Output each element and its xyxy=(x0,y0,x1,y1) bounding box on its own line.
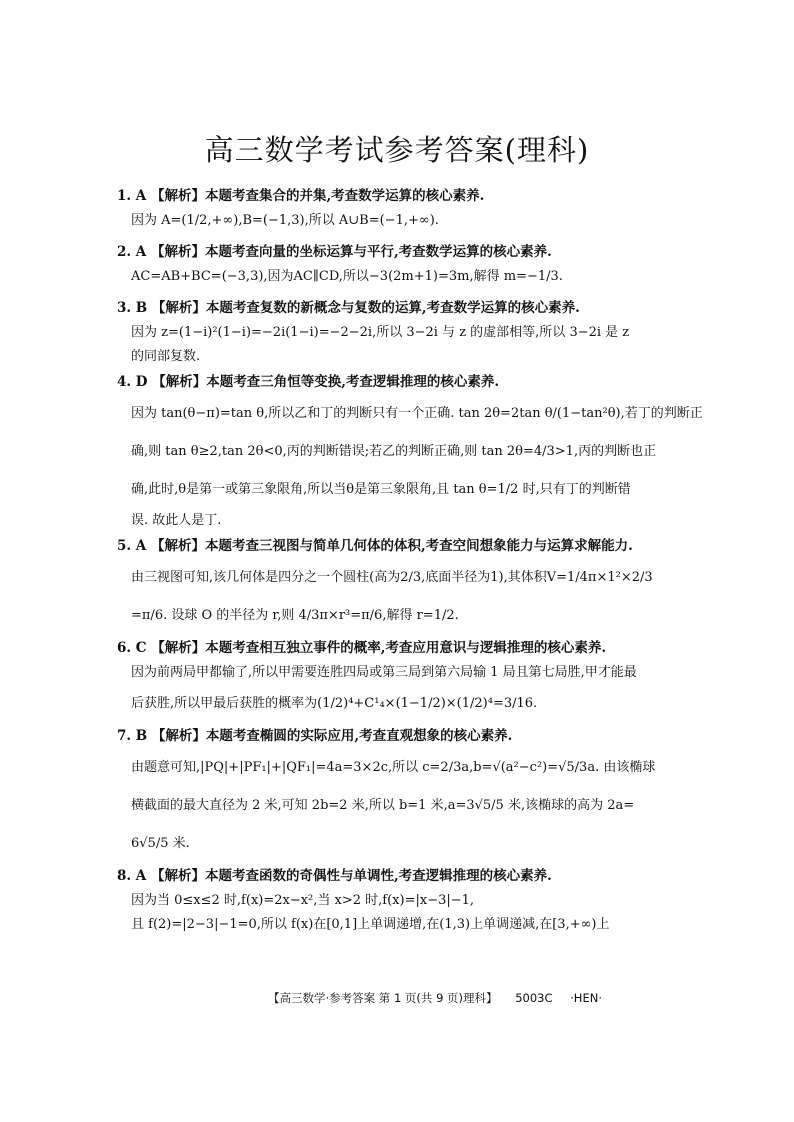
footer-tag: ·HEN· xyxy=(570,991,602,1005)
answer-1-heading: 1. A 【解析】本题考查集合的并集,考查数学运算的核心素养. xyxy=(117,188,485,204)
answer-2 xyxy=(117,239,691,289)
answer-5-line-1: 由三视图可知,该几何体是四分之一个圆柱(高为2/3,底面半径为1),其体积V=1/4π×1²×2/3 xyxy=(131,570,653,585)
answer-3-heading: 3. B 【解析】本题考查复数的新概念与复数的运算,考查数学运算的核心素养. xyxy=(117,300,580,316)
answer-3-line-2: 的同部复数. xyxy=(131,349,201,364)
answer-4-line-3: 确,此时,θ是第一或第三象限角,所以当θ是第三象限角,且 tan θ=1/2 时,只有丁的判断错 xyxy=(131,482,631,497)
answer-8-line-2: 且 f(2)=|2−3|−1=0,所以 f(x)在[0,1]上单调递增,在(1,3)上单调递减,在[3,+∞)上 xyxy=(131,917,610,932)
answer-5-heading: 5. A 【解析】本题考查三视图与简单几何体的体积,考查空间想象能力与运算求解能力. xyxy=(117,538,633,554)
answer-7-line-1: 由题意可知,|PQ|+|PF₁|+|QF₁|=4a=3×2c,所以 c=2/3a,b=√(a²−c²)=√5/3a. 由该椭球 xyxy=(131,760,656,775)
answer-6-line-2: 后获胜,所以甲最后获胜的概率为(1/2)⁴+C¹₄×(1−1/2)×(1/2)⁴=3/16. xyxy=(131,696,538,711)
answer-7-heading: 7. B 【解析】本题考查椭圆的实际应用,考查直观想象的核心素养. xyxy=(117,728,513,744)
answer-4-heading: 4. D 【解析】本题考查三角恒等变换,考查逻辑推理的核心素养. xyxy=(117,374,500,390)
footer-code: 5003C xyxy=(515,991,553,1005)
answer-2-line-1: AC=AB+BC=(−3,3),因为AC∥CD,所以−3(2m+1)=3m,解得 m=−1/3. xyxy=(131,269,563,284)
answer-1 xyxy=(117,183,691,233)
answer-6-line-1: 因为前两局甲都输了,所以甲需要连胜四局或第三局到第六局输 1 局且第七局胜,甲才能最 xyxy=(131,665,637,680)
answer-6 xyxy=(117,635,691,723)
footer-page-info: 【高三数学·参考答案 第 1 页(共 9 页)理科】 xyxy=(268,991,498,1005)
answer-7-line-3: 6√5/5 米. xyxy=(131,836,190,851)
answer-2-heading: 2. A 【解析】本题考查向量的坐标运算与平行,考查数学运算的核心素养. xyxy=(117,244,552,260)
answer-3 xyxy=(117,295,691,369)
answer-8-line-1: 因为当 0≤x≤2 时,f(x)=2x−x²,当 x>2 时,f(x)=|x−3|−1, xyxy=(131,893,475,908)
answer-4 xyxy=(117,369,703,533)
answer-5-line-2: =π/6. 设球 O 的半径为 r,则 4/3π×r³=π/6,解得 r=1/2. xyxy=(131,608,459,623)
page-footer xyxy=(268,990,616,1006)
page-title: 高三数学考试参考答案(理科) xyxy=(204,133,590,167)
answer-7 xyxy=(117,723,691,863)
answer-6-heading: 6. C 【解析】本题考查相互独立事件的概率,考查应用意识与逻辑推理的核心素养. xyxy=(117,640,607,656)
answer-list xyxy=(117,183,703,937)
answer-4-line-1: 因为 tan(θ−π)=tan θ,所以乙和丁的判断只有一个正确. tan 2θ=2tan θ/(1−tan²θ),若丁的判断正 xyxy=(131,406,703,421)
answer-7-line-2: 横截面的最大直径为 2 米,可知 2b=2 米,所以 b=1 米,a=3√5/5 米,该椭球的高为 2a= xyxy=(131,798,635,813)
answer-4-line-4: 误. 故此人是丁. xyxy=(131,513,222,528)
answer-3-line-1: 因为 z=(1−i)²(1−i)=−2i(1−i)=−2−2i,所以 3−2i 与 z 的虚部相等,所以 3−2i 是 z xyxy=(131,325,630,340)
answer-8 xyxy=(117,863,691,937)
answer-1-line-1: 因为 A=(1/2,+∞),B=(−1,3),所以 A∪B=(−1,+∞). xyxy=(131,213,439,228)
answer-5 xyxy=(117,533,691,635)
answer-8-heading: 8. A 【解析】本题考查函数的奇偶性与单调性,考查逻辑推理的核心素养. xyxy=(117,868,552,884)
answer-4-line-2: 确,则 tan θ≥2,tan 2θ<0,丙的判断错误;若乙的判断正确,则 tan 2θ=4/3>1,丙的判断也正 xyxy=(131,444,657,459)
